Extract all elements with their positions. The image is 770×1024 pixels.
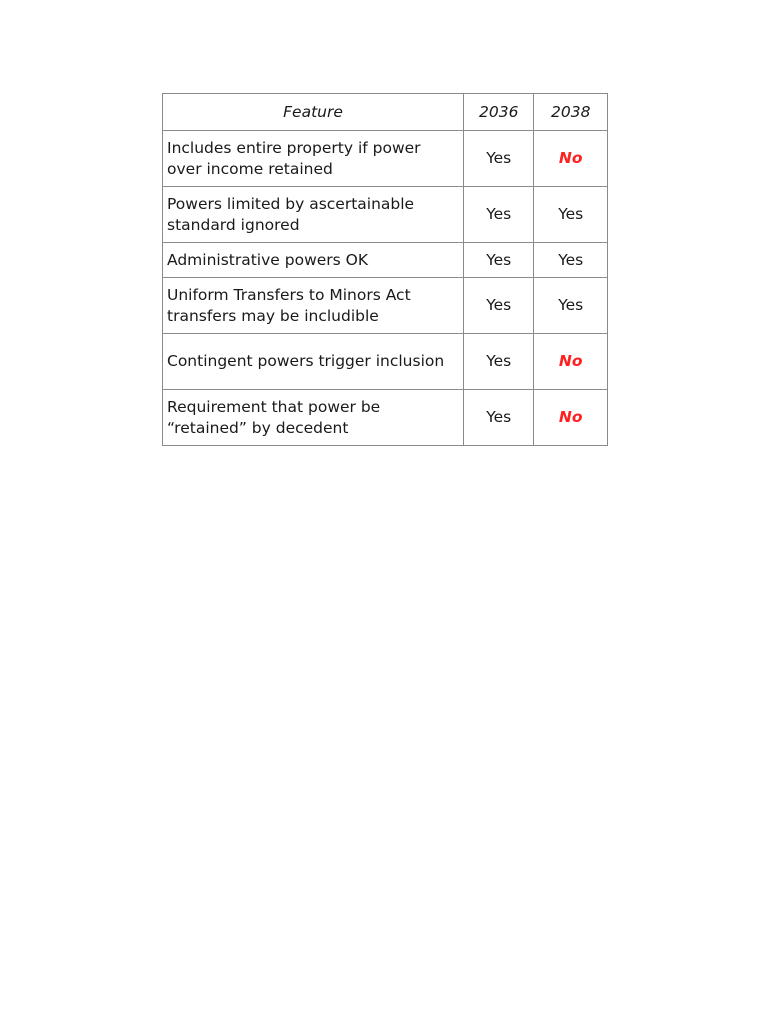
value-cell-2036: Yes <box>464 243 534 278</box>
value-cell-2038: Yes <box>534 187 608 243</box>
value-cell-2036: Yes <box>464 187 534 243</box>
value-cell-2038: Yes <box>534 278 608 334</box>
header-2036: 2036 <box>464 94 534 131</box>
value-cell-2036: Yes <box>464 390 534 446</box>
value-cell-2036: Yes <box>464 278 534 334</box>
value-cell-2038: No <box>534 390 608 446</box>
value-cell-2038: No <box>534 334 608 390</box>
table-header-row <box>163 94 608 131</box>
feature-cell: Powers limited by ascertainable standard ignored <box>163 187 464 243</box>
feature-cell: Contingent powers trigger inclusion <box>163 334 464 390</box>
table-row <box>163 131 608 187</box>
feature-cell: Uniform Transfers to Minors Act transfers may be includible <box>163 278 464 334</box>
table-row <box>163 278 608 334</box>
feature-cell: Includes entire property if power over income retained <box>163 131 464 187</box>
value-cell-2036: Yes <box>464 334 534 390</box>
table-row <box>163 390 608 446</box>
table-row <box>163 243 608 278</box>
value-cell-2038: No <box>534 131 608 187</box>
header-2038: 2038 <box>534 94 608 131</box>
feature-cell: Requirement that power be “retained” by decedent <box>163 390 464 446</box>
value-cell-2038: Yes <box>534 243 608 278</box>
feature-cell: Administrative powers OK <box>163 243 464 278</box>
header-feature: Feature <box>163 94 464 131</box>
table-row <box>163 187 608 243</box>
table-row <box>163 334 608 390</box>
value-cell-2036: Yes <box>464 131 534 187</box>
comparison-table <box>162 93 608 446</box>
